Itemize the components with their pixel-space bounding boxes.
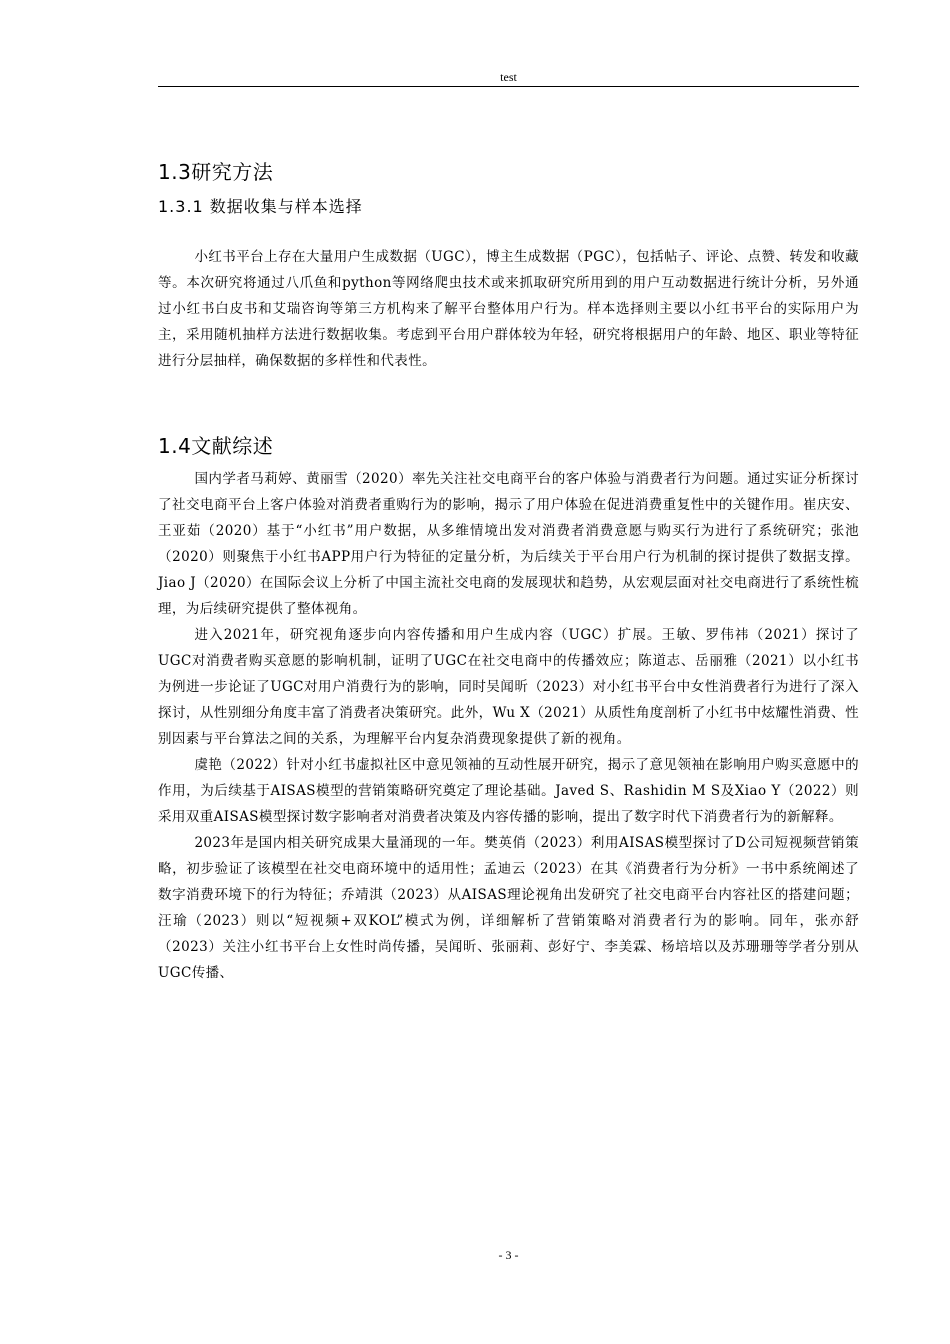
paragraph-review-2021: 进入2021年，研究视角逐步向内容传播和用户生成内容（UGC）扩展。王敏、罗伟祎（2021）探讨了UGC对消费者购买意愿的影响机制，证明了UGC在社交电商中的传播效应；陈道志、岳丽雅（2021）以小红书为例进一步论证了UGC对用户消费行为的影响，同时吴闻昕（2023）对小红书平台中女性消费者行为进行了深入探讨，从性别细分角度丰富了消费者决策研究。此外，Wu X（2021）从质性角度剖析了小红书中炫耀性消费、性别因素与平台算法之间的关系，为理解平台内复杂消费现象提供了新的视角。: [158, 627, 859, 747]
section-heading-1-4: 1.4文献综述: [158, 434, 274, 458]
page-number: - 3 -: [498, 1248, 519, 1262]
paragraph-review-2020: 国内学者马莉婷、黄丽雪（2020）率先关注社交电商平台的客户体验与消费者行为问题。通过实证分析探讨了社交电商平台上客户体验对消费者重购行为的影响，揭示了用户体验在促进消费重复性中的关键作用。崔庆安、王亚茹（2020）基于“小红书”用户数据，从多维情境出发对消费者消费意愿与购买行为进行了系统研究；张池（2020）则聚焦于小红书APP用户行为特征的定量分析，为后续关于平台用户行为机制的探讨提供了数据支撑。Jiao J（2020）在国际会议上分析了中国主流社交电商的发展现状和趋势，从宏观层面对社交电商进行了系统性梳理，为后续研究提供了整体视角。: [158, 471, 859, 617]
spacer: [158, 222, 859, 244]
paragraph-data-collection: 小红书平台上存在大量用户生成数据（UGC），博主生成数据（PGC），包括帖子、评论、点赞、转发和收藏等。本次研究将通过八爪鱼和python等网络爬虫技术或来抓取研究所用到的用户互动数据进行统计分析，另外通过小红书白皮书和艾瑞咨询等第三方机构来了解平台整体用户行为。样本选择则主要以小红书平台的实际用户为主，采用随机抽样方法进行数据收集。考虑到平台用户群体较为年轻，研究将根据用户的年龄、地区、职业等特征进行分层抽样，确保数据的多样性和代表性。: [158, 249, 859, 369]
document-body: [158, 152, 859, 986]
page-header: test: [500, 70, 517, 84]
paragraph-review-2023: 2023年是国内相关研究成果大量涌现的一年。樊英俏（2023）利用AISAS模型探讨了D公司短视频营销策略，初步验证了该模型在社交电商环境中的适用性；孟迪云（2023）在其《消费者行为分析》一书中系统阐述了数字消费环境下的行为特征；乔靖淇（2023）从AISAS理论视角出发研究了社交电商平台内容社区的搭建问题；汪瑜（2023）则以“短视频+双KOL”模式为例，详细解析了营销策略对消费者行为的影响。同年，张亦舒（2023）关注小红书平台上女性时尚传播，吴闻昕、张丽莉、彭好宁、李美霖、杨培培以及苏珊珊等学者分别从UGC传播、: [158, 835, 859, 981]
header-rule: [158, 86, 859, 87]
paragraph-review-2022: 虞艳（2022）针对小红书虚拟社区中意见领袖的互动性展开研究，揭示了意见领袖在影响用户购买意愿中的作用，为后续基于AISAS模型的营销策略研究奠定了理论基础。Javed S、Rashidin M S及Xiao Y（2022）则采用双重AISAS模型探讨数字影响者对消费者决策及内容传播的影响，提出了数字时代下消费者行为的新解释。: [158, 757, 859, 825]
subsection-heading-1-3-1: 1.3.1 数据收集与样本选择: [158, 197, 363, 216]
spacer: [158, 374, 859, 426]
section-heading-1-3: 1.3研究方法: [158, 160, 274, 184]
